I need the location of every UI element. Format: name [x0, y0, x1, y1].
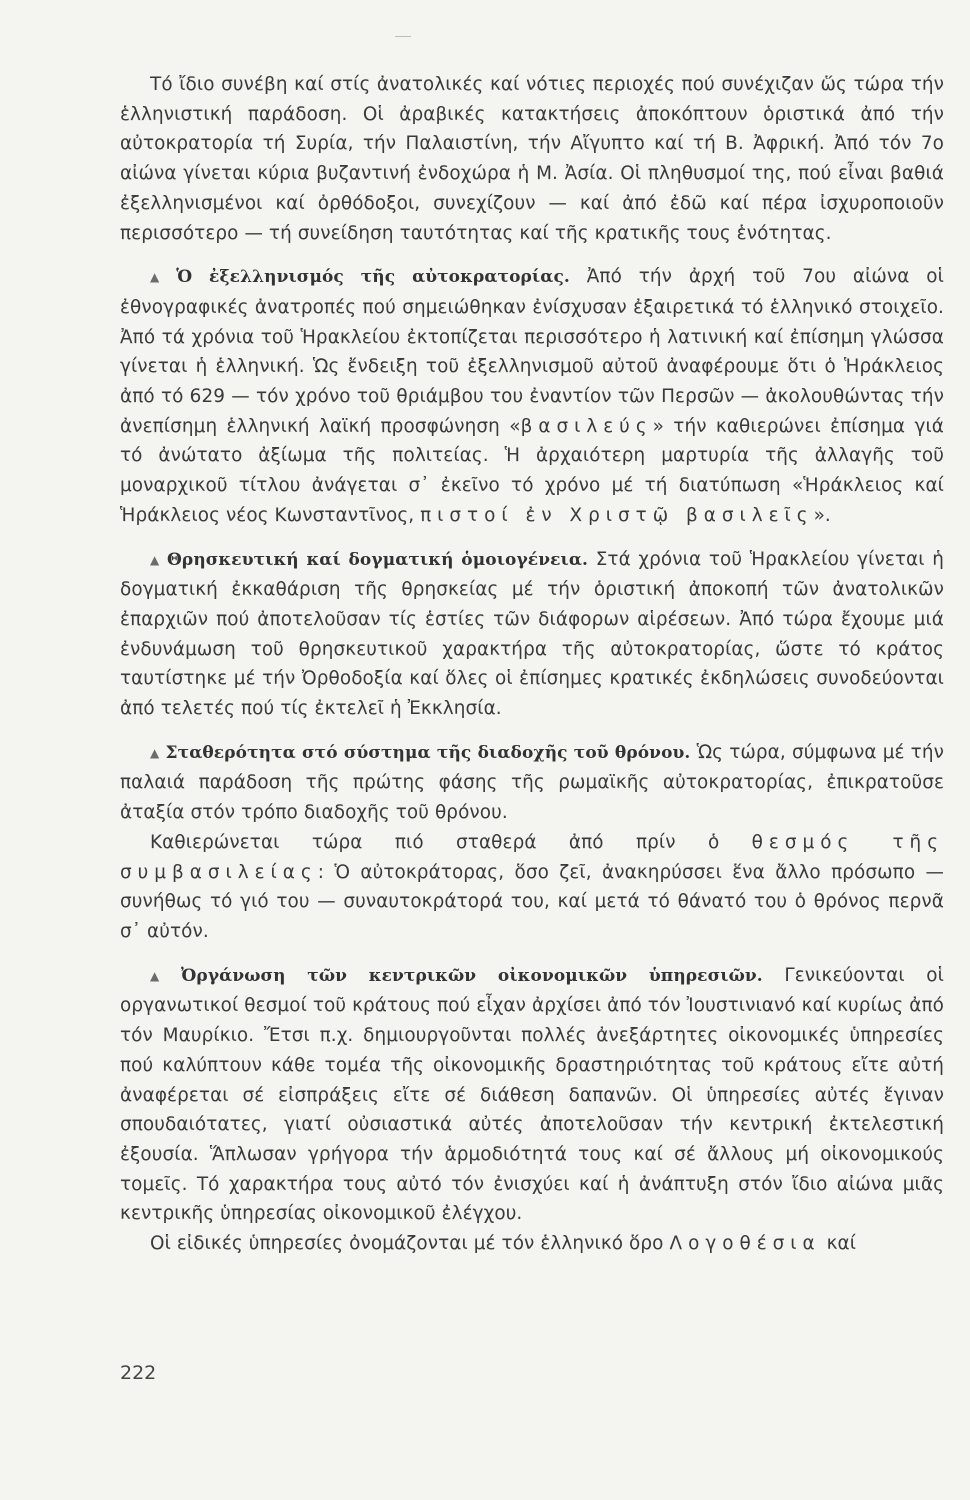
paragraph-7-text: Οἱ εἰδικές ὑπηρεσίες ὀνομάζονται μέ τόν ἑλληνικό ὅρο	[150, 1233, 670, 1255]
paragraph-6	[120, 961, 944, 1229]
triangle-bullet-icon: ▲	[150, 745, 160, 760]
paragraph-5-text: Καθιερώνεται τώρα πιό σταθερά ἀπό πρίν ὁ	[150, 831, 752, 853]
page-body	[120, 70, 944, 1259]
paragraph-2-text: Ἀπό τήν ἀρχή τοῦ 7ου αἰώνα οἱ ἐθνογραφικές ἀνατροπές πού σημειώθηκαν ἐνίσχυσαν ἐξαιρετικά τό ἑλληνικό στοιχεῖο. Ἀπό τά χρόνια τοῦ Ἡρακλείου ἐκτοπίζεται περισσότερο ἡ λατινική καί ἐπίσημη γλώσσα γίνεται ἡ ἑλληνική. Ὡς ἔνδειξη τοῦ ἐξελληνισμοῦ αὐτοῦ ἀναφέρουμε ὅτι ὁ Ἡράκλειος ἀπό τό 629 — τόν χρόνο τοῦ θριάμβου του ἐναντίον τῶν Περσῶν — ἀκολουθώντας τήν ἀνεπίσημη ἑλληνική λαϊκή προσφώνηση «	[120, 266, 944, 437]
paragraph-5-text-b: : Ὁ αὐτοκράτορας, ὅσο ζεῖ, ἀνακηρύσσει ἕνα ἄλλο πρόσωπο — συνήθως τό γιό του — συναυτοκράτορά του, καί μετά τό θάνατό του ὁ θρόνος περνᾶ σ᾽ αὐτόν.	[120, 861, 944, 942]
section-heading-hellenization: Ὁ ἐξελληνισμός τῆς αὐτοκρατορίας.	[176, 267, 570, 288]
triangle-bullet-icon: ▲	[150, 552, 162, 567]
paragraph-1-text: Τό ἴδιο συνέβη καί στίς ἀνατολικές καί νότιες περιοχές πού συνέχιζαν ὥς τώρα τήν ἑλληνιστική παράδοση. Οἱ ἀραβικές κατακτήσεις ἀποκόπτουν ὁριστικά ἀπό τήν αὐτοκρατορία τή Συρία, τήν Παλαιστίνη, τήν Αἴγυπτο καί τή Β. Ἀφρική. Ἀπό τόν 7ο αἰώνα γίνεται κύρια βυζαντινή ἐνδοχώρα ἡ Μ. Ἀσία. Οἱ πληθυσμοί της, πού εἶναι βαθιά ἐξελληνισμένοι καί ὀρθόδοξοι, συνεχίζουν — καί ἀπό ἐδῶ καί πέρα ἰσχυροποιοῦν περισσότερο — τή συνείδηση ταυτότητας καί τῆς κρατικῆς τους ἑνότητας.	[120, 74, 944, 244]
top-edge-mark	[395, 36, 411, 37]
paragraph-2-text-c: ».	[813, 504, 831, 526]
paragraph-3-text: Στά χρόνια τοῦ Ἡρακλείου γίνεται ἡ δογματική ἐκκαθάριση τῆς θρησκείας μέ τήν ὁριστική ἀποκοπή τῶν ἀνατολικῶν ἐπαρχιῶν πού ἀποτελοῦσαν τίς ἑστίες τῶν διάφορων αἱρέσεων. Ἀπό τώρα ἔχουμε μιά ἐνδυνάμωση τοῦ θρησκευτικοῦ χαρακτήρα τῆς αὐτοκρατορίας, ὥστε τό κράτος ταυτίστηκε μέ τήν Ὀρθοδοξία καί ὅλες οἱ ἐπίσημες κρατικές ἐκδηλώσεις συνοδεύονται ἀπό τελετές πού τίς ἐκτελεῖ ἡ Ἐκκλησία.	[120, 548, 944, 720]
spaced-term-basileus: βασιλεύς	[520, 415, 653, 437]
section-heading-succession: Σταθερότητα στό σύστημα τῆς διαδοχῆς τοῦ θρόνου.	[165, 742, 691, 763]
paragraph-1	[120, 70, 944, 248]
triangle-bullet-icon: ▲	[150, 270, 171, 285]
triangle-bullet-icon: ▲	[150, 968, 176, 983]
paragraph-3	[120, 545, 944, 724]
paragraph-2	[120, 262, 944, 530]
spaced-term-symbasileia: θεσμός τῆς συμβασιλείας	[120, 831, 944, 883]
paragraph-2-text-b: » τήν καθιερώνει ἐπίσημα γιά τό ἀνώτατο ἀξίωμα τῆς πολιτείας. Ἡ ἀρχαιότερη μαρτυρία τῆς ἀλλαγῆς τοῦ μοναρχικοῦ τίτλου ἀνάγεται σ᾽ ἐκεῖνο τό χρόνο μέ τή διατύπωση «Ἡράκλειος καί Ἡράκλειος νέος Κωνσταντῖνος,	[120, 415, 944, 526]
paragraph-4	[120, 738, 944, 828]
paragraph-4-text: Ὡς τώρα, σύμφωνα μέ τήν παλαιά παράδοση τῆς πρώτης φάσης τῆς ρωμαϊκῆς αὐτοκρατορίας, ἐπικρατοῦσε ἀταξία στόν τρόπο διαδοχῆς τοῦ θρόνου.	[120, 741, 944, 824]
spaced-term-pistoi: πιστοί ἐν Χριστῷ βασιλεῖς	[420, 504, 814, 526]
paragraph-7	[120, 1229, 944, 1259]
paragraph-6-text: Γενικεύονται οἱ οργανωτικοί θεσμοί τοῦ κράτους πού εἶχαν ἀρχίσει ἀπό τόν Ἰουστινιανό καί κυρίως ἀπό τόν Μαυρίκιο. Ἔτσι π.χ. δημιουργοῦνται πολλές ἀνεξάρτητες οἰκονομικές ὑπηρεσίες πού καλύπτουν κάθε τομέα τῆς οἰκονομικῆς δραστηριότητας τοῦ κράτους εἴτε αὐτή ἀναφέρεται σέ εἰσπράξεις εἴτε σέ διάθεση δαπανῶν. Οἱ ὑπηρεσίες αὐτές ἔγιναν σπουδαιότατες, γιατί οὐσιαστικά αὐτές ἀποτελοῦσαν τήν κεντρική ἐκτελεστική ἐξουσία. Ἅπλωσαν γρήγορα τήν ἁρμοδιότητά τους καί σέ ἄλλους μή οἰκονομικούς τομεῖς. Τό χαρακτήρα τους αὐτό τόν ἐνισχύει καί ἡ ἀνάπτυξη στόν ἴδιο αἰώνα μιᾶς κεντρικῆς ὑπηρεσίας οἰκονομικοῦ ἐλέγχου.	[120, 964, 944, 1225]
section-heading-religious-homogeneity: Θρησκευτική καί δογματική ὁμοιογένεια.	[167, 549, 589, 570]
paragraph-7-text-b: καί	[820, 1233, 857, 1255]
page-number: 222	[120, 1362, 157, 1384]
paragraph-5	[120, 828, 944, 947]
spaced-term-logothesia: Λογοθέσια	[669, 1233, 821, 1255]
section-heading-economic-services: Ὀργάνωση τῶν κεντρικῶν οἰκονομικῶν ὑπηρεσιῶν.	[181, 965, 763, 986]
